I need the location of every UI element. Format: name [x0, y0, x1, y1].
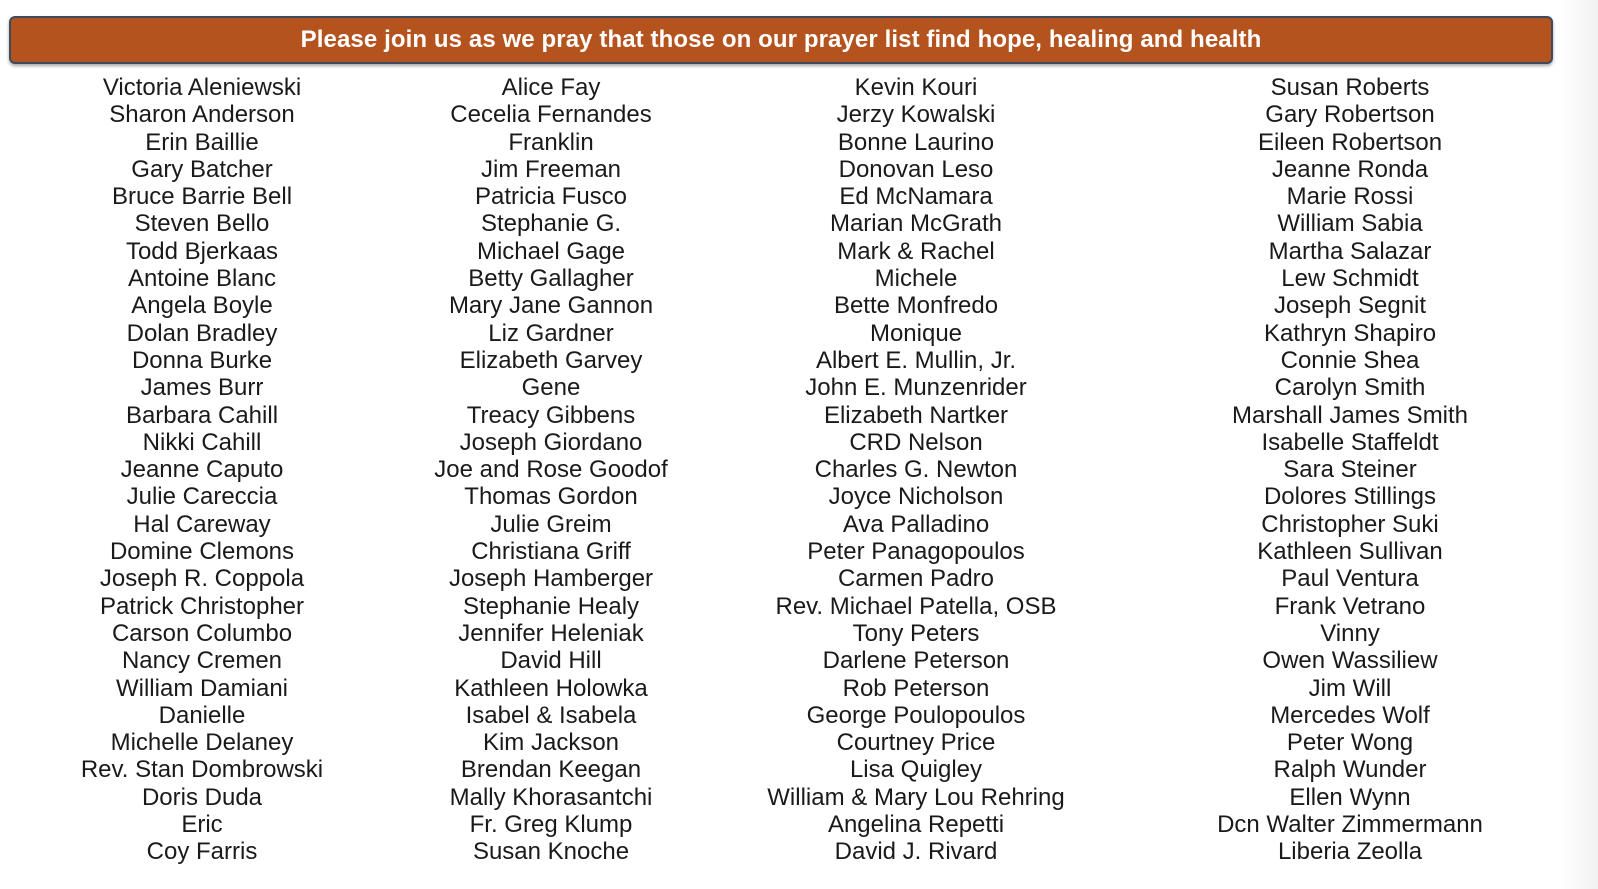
prayer-name: Jennifer Heleniak [458, 619, 644, 647]
prayer-name: Carolyn Smith [1274, 374, 1426, 402]
prayer-name: Barbara Cahill [125, 401, 279, 429]
prayer-name: Elizabeth Nartker [823, 401, 1009, 429]
prayer-name: Ellen Wynn [1289, 783, 1411, 811]
prayer-name: Joseph Hamberger [448, 565, 654, 593]
prayer-name: Joseph Segnit [1273, 292, 1427, 320]
prayer-name: Christopher Suki [1261, 510, 1439, 538]
prayer-name: Tony Peters [852, 619, 980, 647]
prayer-name: Liz Gardner [488, 319, 614, 347]
prayer-name: Steven Bello [134, 210, 270, 238]
prayer-name: George Poulopoulos [806, 701, 1026, 729]
prayer-name: Joyce Nicholson [828, 483, 1004, 511]
prayer-name: Isabel & Isabela [465, 701, 637, 729]
prayer-name: Nikki Cahill [142, 428, 262, 456]
prayer-name: Stephanie G. [480, 210, 622, 238]
prayer-name: Ralph Wunder [1273, 756, 1427, 784]
prayer-name: Jeanne Ronda [1271, 155, 1429, 183]
prayer-name: Patricia Fusco [474, 183, 628, 211]
prayer-name: Mally Khorasantchi [449, 783, 653, 811]
prayer-name: Marie Rossi [1286, 183, 1414, 211]
prayer-name: Rev. Michael Patella, OSB [775, 592, 1057, 620]
prayer-name: Kevin Kouri [854, 74, 978, 101]
prayer-name: Dolores Stillings [1263, 483, 1437, 511]
prayer-name: Elizabeth Garvey [459, 346, 643, 374]
prayer-name: Kathleen Holowka [454, 674, 648, 702]
prayer-name: Danielle [158, 701, 246, 729]
prayer-name: Mark & Rachel [837, 237, 995, 265]
prayer-name: Marshall James Smith [1231, 401, 1469, 429]
prayer-name: Monique [869, 319, 963, 347]
prayer-name: Erin Baillie [145, 128, 259, 156]
prayer-name: Patrick Christopher [99, 592, 305, 620]
prayer-name: Donna Burke [131, 346, 273, 374]
prayer-name: Susan Roberts [1270, 74, 1430, 101]
prayer-name: David J. Rivard [834, 838, 998, 866]
prayer-name: Frank Vetrano [1274, 592, 1426, 620]
prayer-name: Courtney Price [836, 729, 996, 757]
prayer-name: Mary Jane Gannon [448, 292, 654, 320]
prayer-name: Rob Peterson [842, 674, 990, 702]
prayer-name: Cecelia Fernandes [450, 101, 652, 129]
prayer-name: Michael Gage [476, 237, 626, 265]
prayer-name: Domine Clemons [109, 538, 295, 566]
prayer-name: Bette Monfredo [833, 292, 999, 320]
prayer-name: Peter Panagopoulos [807, 538, 1025, 566]
prayer-name: Darlene Peterson [822, 647, 1010, 675]
prayer-name: Fr. Greg Klump [469, 811, 633, 839]
prayer-name: Owen Wassiliew [1262, 647, 1438, 675]
prayer-name: Martha Salazar [1268, 237, 1432, 265]
prayer-name: Coy Farris [146, 838, 258, 866]
prayer-name: Joe and Rose Goodof [434, 456, 668, 484]
prayer-name: Betty Gallagher [468, 265, 634, 293]
prayer-name: Liberia Zeolla [1277, 838, 1423, 866]
prayer-name: Ed McNamara [839, 183, 993, 211]
prayer-name: Doris Duda [141, 783, 263, 811]
prayer-name: Dcn Walter Zimmermann [1217, 811, 1483, 839]
prayer-name: William & Mary Lou Rehring [767, 783, 1065, 811]
prayer-name: Antoine Blanc [127, 265, 277, 293]
prayer-name: Lisa Quigley [849, 756, 983, 784]
prayer-name: James Burr [140, 374, 264, 402]
prayer-name: Kathryn Shapiro [1263, 319, 1437, 347]
prayer-name: Ava Palladino [842, 510, 990, 538]
prayer-name: Albert E. Mullin, Jr. [815, 346, 1017, 374]
prayer-name: Michelle Delaney [110, 729, 294, 757]
prayer-name: Stephanie Healy [462, 592, 640, 620]
prayer-name: Lew Schmidt [1281, 265, 1419, 293]
prayer-name: William Damiani [115, 674, 289, 702]
prayer-name: Mercedes Wolf [1270, 701, 1430, 729]
prayer-name: Hal Careway [133, 510, 271, 538]
prayer-name: Brendan Keegan [460, 756, 642, 784]
prayer-name: Angelina Repetti [827, 811, 1005, 839]
prayer-name: Treacy Gibbens [466, 401, 636, 429]
prayer-name: Julie Careccia [126, 483, 278, 511]
prayer-name: Carson Columbo [111, 619, 293, 647]
prayer-name: William Sabia [1277, 210, 1423, 238]
prayer-name: Gary Batcher [131, 155, 273, 183]
prayer-name: Alice Fay [501, 74, 601, 101]
prayer-name: Jerzy Kowalski [836, 101, 996, 129]
prayer-name: Nancy Cremen [121, 647, 283, 675]
prayer-name: Eileen Robertson [1257, 128, 1443, 156]
prayer-name: Carmen Padro [837, 565, 995, 593]
name-column-4 [1190, 74, 1510, 866]
prayer-name: Gary Robertson [1265, 101, 1435, 129]
name-column-2 [400, 74, 702, 866]
prayer-name: Rev. Stan Dombrowski [80, 756, 324, 784]
prayer-name: Peter Wong [1286, 729, 1414, 757]
prayer-name: Christiana Griff [471, 538, 631, 566]
prayer-name: Paul Ventura [1281, 565, 1419, 593]
prayer-name: Jim Freeman [480, 155, 622, 183]
prayer-name: Sara Steiner [1283, 456, 1417, 484]
prayer-name: John E. Munzenrider [805, 374, 1027, 402]
prayer-name: David Hill [500, 647, 602, 675]
prayer-name: Angela Boyle [131, 292, 273, 320]
prayer-name: Victoria Aleniewski [102, 74, 302, 101]
prayer-name: Connie Shea [1280, 346, 1420, 374]
banner-title: Please join us as we pray that those on our prayer list find hope, healing and health [300, 26, 1262, 53]
prayer-name: Joseph R. Coppola [99, 565, 305, 593]
prayer-name: Thomas Gordon [464, 483, 638, 511]
prayer-name: Charles G. Newton [814, 456, 1018, 484]
name-column-3 [745, 74, 1087, 866]
prayer-name: Isabelle Staffeldt [1261, 428, 1439, 456]
name-column-1 [42, 74, 362, 866]
prayer-name: Dolan Bradley [126, 319, 278, 347]
prayer-name: Kathleen Sullivan [1257, 538, 1443, 566]
prayer-name: Gene [521, 374, 581, 402]
prayer-name: CRD Nelson [849, 428, 983, 456]
prayer-name: Donovan Leso [838, 155, 994, 183]
prayer-name: Joseph Giordano [459, 428, 643, 456]
prayer-name: Todd Bjerkaas [125, 237, 279, 265]
prayer-name: Julie Greim [490, 510, 612, 538]
prayer-name: Michele [874, 265, 958, 293]
prayer-name: Franklin [508, 128, 594, 156]
prayer-name: Bruce Barrie Bell [111, 183, 293, 211]
prayer-name: Eric [181, 811, 223, 839]
page-edge-shade [1560, 0, 1598, 889]
prayer-name: Bonne Laurino [837, 128, 995, 156]
prayer-name: Marian McGrath [829, 210, 1003, 238]
prayer-name: Susan Knoche [472, 838, 630, 866]
prayer-name: Kim Jackson [482, 729, 620, 757]
prayer-name: Sharon Anderson [109, 101, 295, 129]
prayer-name: Jim Will [1308, 674, 1392, 702]
prayer-name: Vinny [1320, 619, 1380, 647]
prayer-banner [9, 16, 1553, 64]
prayer-name: Jeanne Caputo [120, 456, 284, 484]
